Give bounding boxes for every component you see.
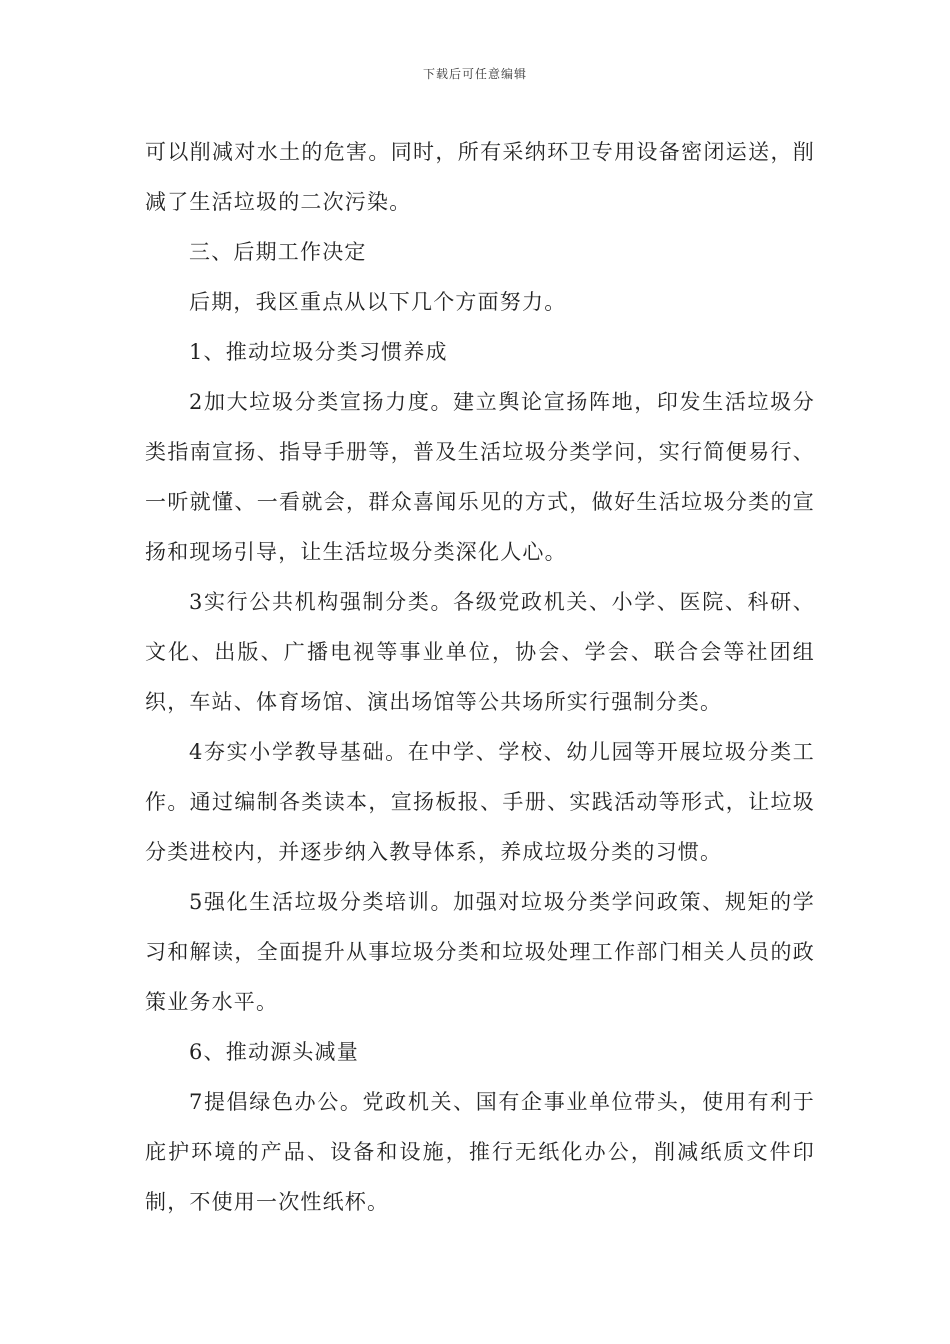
paragraph: 2加大垃圾分类宣扬力度。建立舆论宣扬阵地，印发生活垃圾分类指南宣扬、指导手册等，普及生活垃圾分类学问，实行简便易行、一听就懂、一看就会，群众喜闻乐见的方式，做好生活垃圾分类的宣扬和现场引导，让生活垃圾分类深化人心。 (145, 390, 815, 564)
paragraph: 后期，我区重点从以下几个方面努力。 (189, 290, 567, 314)
page-header: 下载后可任意编辑 (422, 67, 527, 81)
paragraph: 7提倡绿色办公。党政机关、国有企事业单位带头，使用有利于庇护环境的产品、设备和设施，推行无纸化办公，削减纸质文件印制，不使用一次性纸杯。 (145, 1090, 815, 1214)
paragraph: 5强化生活垃圾分类培训。加强对垃圾分类学问政策、规矩的学习和解读，全面提升从事垃圾分类和垃圾处理工作部门相关人员的政策业务水平。 (145, 890, 815, 1014)
document-body (145, 127, 815, 1227)
subsection-heading: 1、推动垃圾分类习惯养成 (189, 340, 448, 364)
section-heading: 三、后期工作决定 (189, 240, 367, 264)
paragraph: 4夯实小学教导基础。在中学、学校、幼儿园等开展垃圾分类工作。通过编制各类读本，宣扬板报、手册、实践活动等形式，让垃圾分类进校内，并逐步纳入教导体系，养成垃圾分类的习惯。 (145, 740, 815, 864)
subsection-heading: 6、推动源头减量 (189, 1040, 359, 1064)
paragraph: 3实行公共机构强制分类。各级党政机关、小学、医院、科研、文化、出版、广播电视等事业单位，协会、学会、联合会等社团组织，车站、体育场馆、演出场馆等公共场所实行强制分类。 (145, 590, 815, 714)
paragraph: 可以削减对水土的危害。同时，所有采纳环卫专用设备密闭运送，削减了生活垃圾的二次污染。 (145, 140, 815, 214)
